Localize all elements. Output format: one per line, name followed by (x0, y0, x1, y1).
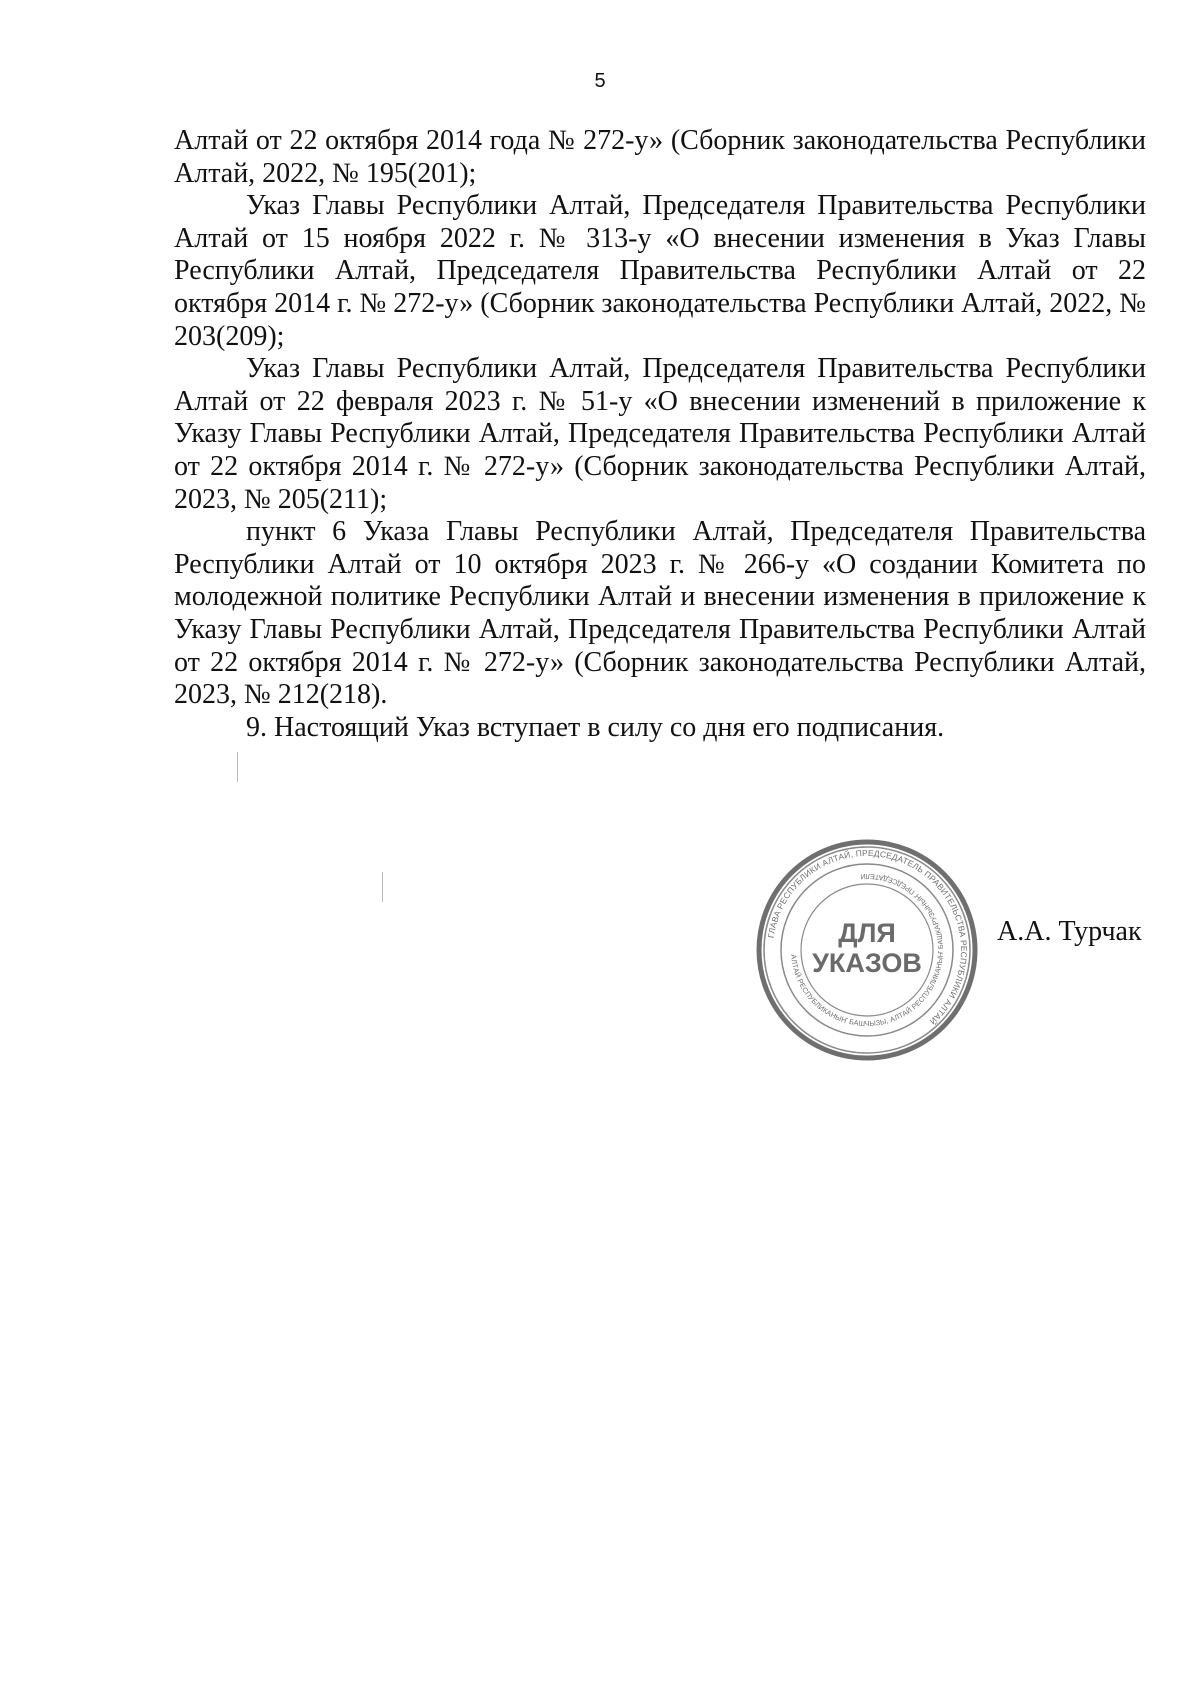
stamp-center-line-1: ДЛЯ (838, 918, 896, 948)
paragraph-decree-313: Указ Главы Республики Алтай, Председателя Правительства Республики Алтай от 15 ноября 2022 г. № 313-у «О внесении изменения в Указ Главы Республики Алтай, Председателя Правительства Республики Алтай от 22 октября 2014 г. № 272-у» (Сборник законодательства Республики Алтай, 2022, № 203(209); (174, 190, 1146, 352)
paragraph-decree-266: пункт 6 Указа Главы Республики Алтай, Председателя Правительства Республики Алтай от 10 октября 2023 г. № 266-у «О создании Комитета по молодежной политике Республики Алтай и внесении изменения в приложение к Указу Главы Республики Алтай, Председателя Правительства Республики Алтай от 22 октября 2014 г. № 272-у» (Сборник законодательства Республики Алтай, 2023, № 212(218). (174, 516, 1146, 711)
paragraph-effective-date: 9. Настоящий Указ вступает в силу со дня его подписания. (246, 711, 945, 743)
page-number: 5 (594, 70, 606, 92)
scan-artifact-line (237, 752, 238, 782)
paragraph-continuation: Алтай от 22 октября 2014 года № 272-у» (Сборник законодательства Республики Алтай, 2022, № 195(201); (174, 125, 1146, 189)
stamp-center-line-2: УКАЗОВ (812, 948, 922, 978)
paragraph-decree-51: Указ Главы Республики Алтай, Председателя Правительства Республики Алтай от 22 февраля 2023 г. № 51-у «О внесении изменений в приложение к Указу Главы Республики Алтай, Председателя Правительства Республики Алтай от 22 октября 2014 г. № 272-у» (Сборник законодательства Республики Алтай, 2023, № 205(211); (174, 353, 1146, 515)
signatory-name: А.А. Турчак (997, 916, 1142, 947)
stamp-inner-ring-path: АЛТАЙ РЕСПУБЛИКАНЫҤ БАШЧЫЗЫ, АЛТАЙ РЕСПУБЛИКАНЫҤ БАШКАРУЗЫНЫҤ ПРЕДСЕДАТЕЛИ (789, 871, 946, 1029)
official-seal-stamp (755, 838, 979, 1062)
stamp-outer-ring-path: ГЛАВА РЕСПУБЛИКИ АЛТАЙ, ПРЕДСЕДАТЕЛЬ ПРАВИТЕЛЬСТВА РЕСПУБЛИКИ АЛТАЙ (765, 847, 970, 1027)
scan-artifact-line (382, 872, 383, 902)
document-body (174, 125, 1146, 744)
